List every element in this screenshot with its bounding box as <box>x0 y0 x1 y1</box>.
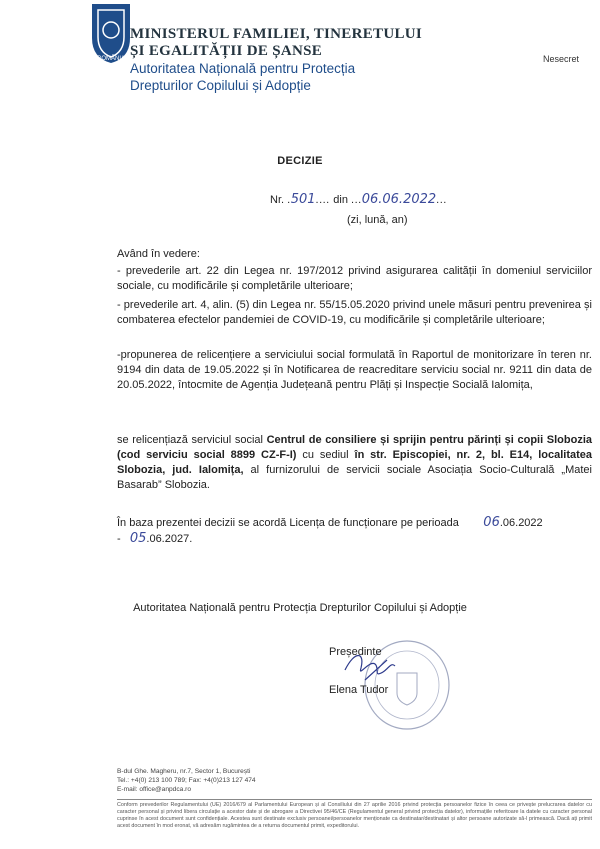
service-name: Centrul de consiliere și sprijin pentru părinți și copii Slobozia (cod serviciu social 8899 CZ-F-I) <box>117 434 592 461</box>
ministry-name-line1: MINISTERUL FAMILIEI, TINERETULUI <box>130 26 423 42</box>
paragraph-license-period <box>117 515 592 547</box>
decision-number-line: Nr. .501.... din ...06.06.2022... <box>270 192 447 207</box>
authority-name-line1: Autoritatea Națională pentru Protecția <box>130 61 356 76</box>
logo-text: ROMÂNIA <box>96 56 126 62</box>
letterhead <box>130 26 430 94</box>
license-dash: - <box>117 533 121 545</box>
document-title: DECIZIE <box>277 155 323 167</box>
license-end-rest: .06.2027. <box>146 533 193 545</box>
license-end-day: 05 <box>129 531 147 546</box>
license-start-day: 06 <box>483 515 500 530</box>
nr-label: Nr. <box>270 194 285 206</box>
gdpr-notice: Conform prevederilor Regulamentului (UE) 2016/679 al Parlamentului European și al Consiliului din 27 aprilie 2016 privind protecția persoanelor fizice în ceea ce privește prelucrarea datelor cu caracter personal și privind libera circulație a acestor date și de abrogare a Directivei 95/46/CE (Regulamentul general privind protecția datelor), informațiile referitoare la datele cu caracter personal cuprinse în acest document sunt confidențiale. Acestea sunt destinate exclusiv persoanei/persoanelor menționate ca destinatar/destinatari și altor persoane autorizate să-l primească. Dacă ați primit acest document în mod eronat, vă adresăm rugămintea de a returna documentul primit, expeditorului. <box>117 802 592 829</box>
relicensing-text-a: se relicențiază serviciul social <box>117 434 267 446</box>
intro-text: Având în vedere: <box>117 248 200 260</box>
footer-divider <box>117 799 592 800</box>
paragraph-relicensing <box>117 433 592 493</box>
handwritten-signature <box>325 640 445 710</box>
relicensing-text-b: cu sediul <box>296 449 355 461</box>
paragraph-law-55: - prevederile art. 4, alin. (5) din Legea nr. 55/15.05.2020 privind unele măsuri pentru prevenirea și combaterea efectelor pandemiei de COVID-19, cu modificările și completările ulterioare; <box>117 299 592 326</box>
footer-phone: Tel.: +4(0) 213 100 789; Fax: +4(0)213 127 474 <box>117 777 256 784</box>
license-period-text: În baza prezentei decizii se acordă Licența de funcționare pe perioada <box>117 517 459 529</box>
din-label: din <box>333 194 348 206</box>
authority-name-line2: Drepturilor Copilului și Adopție <box>130 78 311 93</box>
date-format-hint: (zi, lună, an) <box>347 214 408 226</box>
closing-authority: Autoritatea Națională pentru Protecția Drepturilor Copilului și Adopție <box>133 602 467 614</box>
license-start-rest: .06.2022 <box>499 517 543 529</box>
ministry-logo <box>88 2 134 64</box>
classification-label: Nesecret <box>543 54 580 64</box>
footer-address: B-dul Ghe. Magheru, nr.7, Sector 1, București <box>117 768 251 775</box>
relicensing-text-c: al furnizorului de servicii sociale Asociația Socio-Culturală „Matei Basarab” Slobozia. <box>117 464 592 491</box>
paragraph-proposal: -propunerea de relicențiere a serviciului social formulată în Raportul de monitorizare în teren nr. 9194 din data de 19.05.2022 și în Notificarea de reacreditare serviciu social nr. 9211 din data de 20.05.2022, întocmite de Agenția Județeană pentru Plăți și Inspecție Socială Ialomița, <box>117 349 592 391</box>
signatory-name: Elena Tudor <box>329 684 389 696</box>
signatory-role: Președinte <box>329 646 382 658</box>
decision-date: 06.06.2022 <box>361 192 437 207</box>
paragraph-law-197: - prevederile art. 22 din Legea nr. 197/2012 privind asigurarea calității în domeniul serviciilor sociale, cu modificările și completările ulterioare; <box>117 265 592 292</box>
decision-number: 501 <box>290 192 316 207</box>
ministry-name-line2: ȘI EGALITĂȚII DE ȘANSE <box>130 43 323 59</box>
footer-contact <box>117 767 256 794</box>
footer-email: E-mail: office@anpdca.ro <box>117 786 192 793</box>
service-address: în str. Episcopiei, nr. 2, bl. E14, localitatea Slobozia, jud. Ialomița, <box>117 449 593 476</box>
